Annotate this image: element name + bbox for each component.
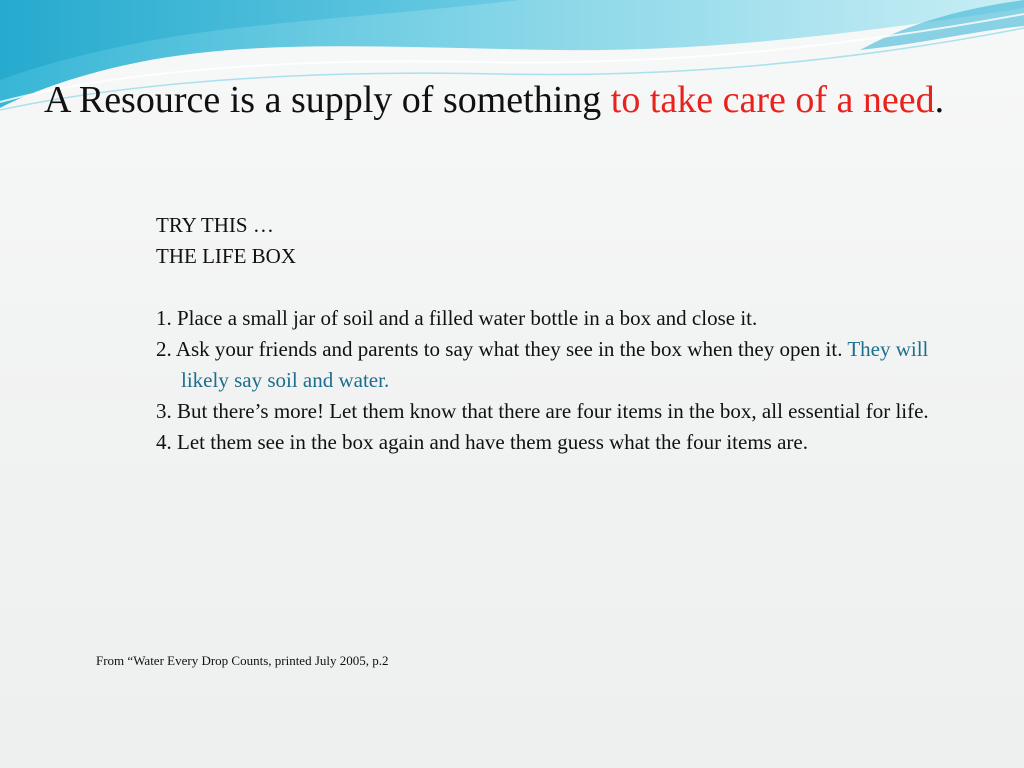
slide-title (44, 76, 984, 124)
step-4-text: 4. Let them see in the box again and have them guess what the four items are. (156, 430, 808, 454)
activity-block (156, 210, 976, 458)
activity-step-4 (156, 427, 976, 458)
title-text: A Resource is a supply of something (44, 79, 611, 121)
step-1-text: 1. Place a small jar of soil and a filled water bottle in a box and close it. (156, 306, 758, 330)
source-citation: From “Water Every Drop Counts, printed July 2005, p.2 (96, 653, 389, 668)
activity-step-2 (156, 334, 976, 396)
title-highlight: to take care of a need (610, 79, 935, 121)
activity-step-1 (156, 303, 976, 334)
activity-heading-line2: THE LIFE BOX (156, 244, 296, 268)
step-2-highlight: They will likely say soil and water. (181, 337, 929, 392)
activity-step-3 (156, 396, 976, 427)
title-period: . (934, 79, 945, 121)
step-3-text: 3. But there’s more! Let them know that there are four items in the box, all essential for life. (156, 399, 929, 423)
spacer (156, 272, 976, 303)
activity-heading-line1: TRY THIS … (156, 213, 274, 237)
step-2-text: 2. Ask your friends and parents to say what they see in the box when they open it. (156, 337, 848, 361)
